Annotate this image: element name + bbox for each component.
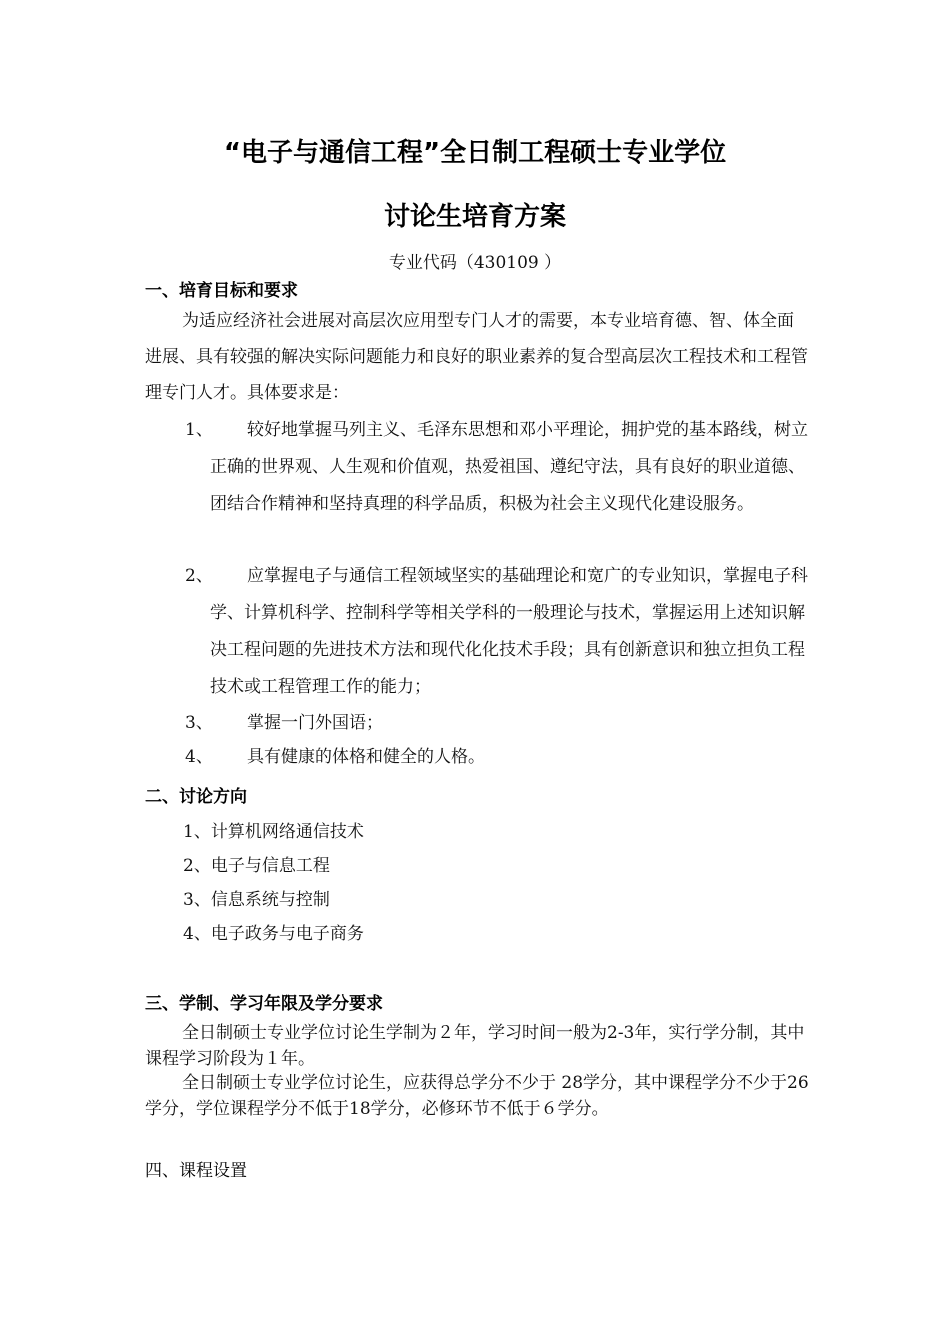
section1-heading: 一、培育目标和要求 — [145, 281, 298, 301]
section1-intro: 为适应经济社会进展对高层次应用型专门人才的需要，本专业培育德、智、体全面进展、具有较强的解决实际问题能力和良好的职业素养的复合型高层次工程技术和工程管理专门人才。具体要求是： — [145, 311, 808, 403]
major-code: 专业代码（430109 ） — [388, 253, 562, 273]
document-title-line1: “电子与通信工程”全日制工程硕士专业学位 — [223, 138, 727, 168]
requirement-item — [185, 705, 810, 742]
item-number: 1、 — [185, 420, 213, 440]
item-number: 2、 — [185, 566, 213, 586]
section3-paragraph1: 全日制硕士专业学位讨论生学制为２年，学习时间一般为2-3年，实行学分制，其中课程学习阶段为１年。 — [145, 1023, 805, 1069]
item-number: 4、 — [185, 747, 213, 767]
research-direction: 2、电子与信息工程 — [183, 856, 330, 876]
item-text: 应掌握电子与通信工程领域坚实的基础理论和宽广的专业知识，掌握电子科学、计算机科学、控制科学等相关学科的一般理论与技术，掌握运用上述知识解决工程问题的先进技术方法和现代化化技术手段；具有创新意识和独立担负工程技术或工程管理工作的能力； — [210, 566, 808, 697]
requirement-item — [185, 739, 810, 776]
section4-heading: 四、课程设置 — [145, 1161, 247, 1181]
section3-paragraph2: 全日制硕士专业学位讨论生，应获得总学分不少于 28学分，其中课程学分不少于26学分，学位课程学分不低于18学分，必修环节不低于６学分。 — [145, 1073, 809, 1119]
item-number: 3、 — [185, 713, 213, 733]
document-title-line2: 讨论生培育方案 — [383, 202, 566, 232]
research-direction: 4、电子政务与电子商务 — [183, 924, 364, 944]
section3-heading: 三、学制、学习年限及学分要求 — [145, 994, 383, 1014]
research-direction: 3、信息系统与控制 — [183, 890, 330, 910]
section2-heading: 二、讨论方向 — [145, 787, 247, 807]
item-text: 掌握一门外国语； — [247, 713, 383, 733]
research-direction: 1、计算机网络通信技术 — [183, 822, 364, 842]
requirement-item — [185, 558, 810, 706]
item-text: 具有健康的体格和健全的人格。 — [247, 747, 485, 767]
requirement-item — [185, 412, 810, 523]
item-text: 较好地掌握马列主义、毛泽东思想和邓小平理论，拥护党的基本路线，树立正确的世界观、人生观和价值观，热爱祖国、遵纪守法，具有良好的职业道德、团结合作精神和坚持真理的科学品质，积极为社会主义现代化建设服务。 — [210, 420, 808, 514]
